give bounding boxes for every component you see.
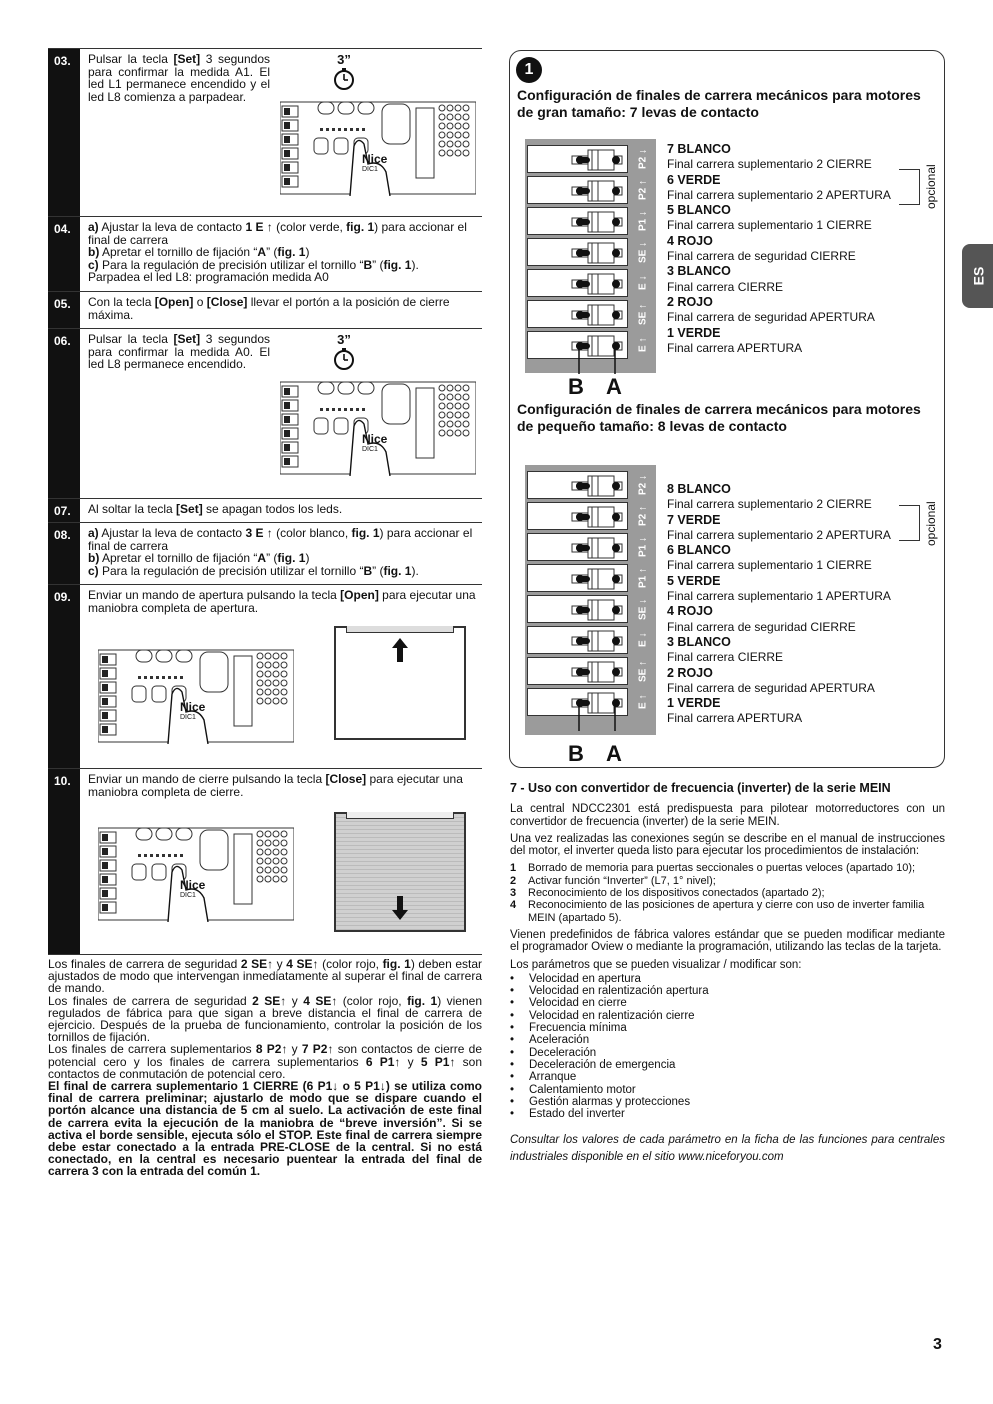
legend-desc: Final carrera de seguridad CIERRE: [667, 619, 856, 634]
list-item: • Estado del inverter: [510, 1108, 625, 1121]
step-text: Pulsar la tecla [Set] 3 segundos para confirmar la medida A0. El led L8 permanece encendido.: [88, 332, 271, 372]
cam-switch-group-8: [525, 465, 656, 735]
step-number: 03.: [48, 49, 80, 216]
step-line: a) Ajustar la leva de contacto 1 E ↑ (color verde, fig. 1) para accionar el final de carrera: [88, 220, 467, 247]
legend-title: 8 BLANCO: [667, 482, 731, 496]
board-brand: Nice: [362, 152, 388, 166]
page-number: 3: [933, 1336, 942, 1353]
legend-desc: Final carrera suplementario 1 APERTURA: [667, 589, 891, 604]
step-line: a) Ajustar la leva de contacto 3 E ↑ (color blanco, fig. 1) para accionar el final de carrera: [88, 526, 473, 553]
timer-label: 3”: [337, 52, 351, 67]
timer-label: 3”: [337, 332, 351, 347]
step-number: 08.: [48, 523, 80, 584]
list-item: 3 Reconocimiento de los dispositivos conectados (apartado 2);: [510, 887, 825, 900]
legend-desc: Final carrera CIERRE: [667, 279, 784, 294]
section-7: [510, 782, 945, 1171]
cam-switch-label: SE ↑: [637, 303, 649, 325]
legend-desc: Final carrera suplementario 2 CIERRE: [667, 157, 872, 172]
section-title: 7 - Uso con convertidor de frecuencia (inverter) de la serie MEIN: [510, 781, 891, 795]
cam-legend-7: [667, 142, 891, 356]
optional-bracket: [899, 505, 920, 541]
paragraph: Vienen predefinidos de fábrica valores estándar que se pueden modificar mediante el programador Oview o mediante la programación, utilizando las teclas de la tarjeta.: [510, 928, 945, 954]
cam-switch-label: E ↓: [637, 632, 649, 648]
legend-desc: Final carrera de seguridad CIERRE: [667, 249, 856, 264]
control-board-illustration: [98, 648, 294, 749]
paragraph: La central NDCC2301 está predispuesta para pilotear motorreductores con un convertidor de frecuencia (inverter) de la serie MEIN.: [510, 803, 945, 828]
label-a: A: [606, 374, 622, 399]
optional-label: opcional: [924, 164, 938, 209]
list-item: • Velocidad en ralentización cierre: [510, 1009, 695, 1022]
cam-switch-label: P2 ↑: [637, 180, 649, 201]
legend-title: 5 VERDE: [667, 573, 721, 588]
step-line: c) Para la regulación de precisión utilizar el tornillo “B” (fig. 1).: [88, 257, 419, 272]
cam-switch-label: SE ↓: [637, 598, 649, 620]
list-item: • Aceleración: [510, 1034, 590, 1047]
footer-note: Consultar los valores de cada parámetro en la ficha de las funciones para centrales industriales disponible en el sitio www.niceforyou.com: [510, 1134, 945, 1164]
timer-3s-icon: [326, 52, 362, 91]
board-model: DIC1: [362, 166, 378, 173]
step-text: Enviar un mando de cierre pulsando la tecla [Close] para ejecutar una maniobra completa de cierre.: [88, 772, 463, 799]
note-paragraph: Los finales de carrera de seguridad 2 SE↑ y 4 SE↑ (color rojo, fig. 1) deben estar ajustados de modo que intervengan inmediatamente al superar el final de carrera de mando.: [48, 957, 482, 996]
cam-switch-label: P1 ↓: [637, 211, 649, 232]
legend-desc: Final carrera de seguridad APERTURA: [667, 680, 875, 695]
cam-switch-label: E ↑: [637, 694, 649, 710]
list-item: • Frecuencia mínima: [510, 1022, 627, 1035]
label-a: A: [606, 741, 622, 766]
paragraph: Los parámetros que se pueden visualizar / modificar son:: [510, 958, 802, 971]
legend-title: 4 ROJO: [667, 604, 713, 619]
control-board-illustration: [98, 826, 294, 927]
figure-1-panel: [509, 50, 945, 768]
legend-title: 5 BLANCO: [667, 203, 731, 218]
list-item: 4 Reconocimiento de las posiciones de apertura y cierre con uso de inverter familia MEIN (apartado 5).: [510, 899, 925, 924]
step-text: Enviar un mando de apertura pulsando la tecla [Open] para ejecutar una maniobra completa de apertura.: [88, 588, 476, 615]
adjustment-lines: [525, 139, 656, 374]
cam-switch-label: E ↑: [637, 337, 649, 353]
legend-title: 3 BLANCO: [667, 264, 731, 279]
figure-number: 1: [516, 57, 542, 83]
cam-switch-label: P2 ↓: [637, 149, 649, 170]
list-item: • Deceleración de emergencia: [510, 1058, 676, 1071]
figure-title-large: Configuración de finales de carrera mecánicos para motores de gran tamaño: 7 levas de contacto: [517, 87, 921, 120]
legend-desc: Final carrera suplementario 2 CIERRE: [667, 497, 872, 512]
legend-title: 7 BLANCO: [667, 142, 731, 156]
legend-title: 7 VERDE: [667, 512, 721, 527]
cam-switch-label: P1 ↓: [637, 537, 649, 558]
step-number: 07.: [48, 499, 80, 522]
board-brand: Nice: [362, 432, 388, 446]
label-b: B: [568, 741, 584, 766]
step-text: [80, 217, 482, 291]
arrow-down-icon: [392, 896, 408, 920]
legend-desc: Final carrera suplementario 1 CIERRE: [667, 218, 872, 233]
optional-bracket: [899, 169, 920, 205]
legend-title: 6 BLANCO: [667, 543, 731, 558]
step-number: 10.: [48, 769, 80, 954]
legend-title: 3 BLANCO: [667, 634, 731, 649]
paragraph: Una vez realizadas las conexiones según se describe en el manual de instrucciones del motor, el inverter queda listo para ejecutar los procedimientos de instalación:: [510, 832, 945, 858]
list-item: 2 Activar función “Inverter” (L7, 1° nivel);: [510, 874, 716, 887]
control-board-illustration: [280, 380, 476, 481]
limit-switch-notes: [48, 958, 482, 1178]
cam-switch-label: SE ↑: [637, 660, 649, 682]
step-08: [48, 523, 482, 585]
legend-title: 6 VERDE: [667, 172, 721, 187]
legend-desc: Final carrera CIERRE: [667, 650, 784, 665]
list-item: • Calentamiento motor: [510, 1083, 636, 1096]
step-04: [48, 217, 482, 292]
legend-title: 1 VERDE: [667, 325, 721, 340]
list-item: • Velocidad en apertura: [510, 972, 641, 985]
door-open-illustration: [334, 626, 466, 740]
note-paragraph: Los finales de carrera de seguridad 2 SE↑ y 4 SE↑ (color rojo, fig. 1) vienen regulados de fábrica para que sigan a breve distancia el final de carrera de ejercicio. Después de la prueba de funcionamiento, controlar la posición de los tornillos de fijación.: [48, 993, 482, 1045]
legend-title: 2 ROJO: [667, 294, 713, 309]
step-number: 09.: [48, 585, 80, 768]
legend-title: 2 ROJO: [667, 665, 713, 680]
board-brand: Nice: [180, 878, 206, 892]
legend-desc: Final carrera suplementario 2 APERTURA: [667, 187, 891, 202]
cam-switch-label: SE ↓: [637, 241, 649, 263]
note-paragraph: El final de carrera suplementario 1 CIERRE (6 P1↓ o 5 P1↓) se utiliza como final de carrera preliminar; ajustarlo de modo que se dispare cuando el portón alcance una distancia de 5 cm al suelo. La activación de este final de carrera evita la ejecución de la maniobra de “breve inversión”. Si se activa el borde sensible, ejecuta sólo el STOP. Este final de carrera siempre debe estar conectado a la entrada PRE-CLOSE de la central. Si no está conectado, en la central es necesario puentear la entrada del final de carrera 3 con la entrada del común 1.: [48, 1079, 482, 1179]
door-closed-illustration: [334, 812, 466, 932]
step-line: b) Apretar el tornillo de fijación “A” (fig. 1): [88, 551, 310, 566]
step-text: [80, 523, 482, 584]
legend-desc: Final carrera suplementario 2 APERTURA: [667, 527, 891, 542]
list-item: 1 Borrado de memoria para puertas seccionales o puertas veloces (apartado 10);: [510, 862, 916, 875]
legend-desc: Final carrera suplementario 1 CIERRE: [667, 558, 872, 573]
cam-legend-8: [667, 482, 891, 727]
list-item: • Velocidad en ralentización apertura: [510, 985, 709, 998]
adjustment-lines: [525, 465, 656, 731]
label-b: B: [568, 374, 584, 399]
list-item: • Velocidad en cierre: [510, 997, 627, 1010]
installation-steps-list: [510, 862, 945, 923]
cam-switch-label: P2 ↓: [637, 475, 649, 496]
cam-switch-group-7: [525, 139, 656, 373]
step-number: 06.: [48, 329, 80, 498]
step-line: b) Apretar el tornillo de fijación “A” (fig. 1): [88, 245, 310, 260]
note-paragraph: Los finales de carrera suplementarios 8 P2↑ y 7 P2↑ son contactos de cierre de potencial cero y los finales de carrera suplementarios 6 P1↑ y 5 P1↑ son contactos de conmutación de potencial cero.: [48, 1042, 483, 1081]
board-model: DIC1: [180, 892, 196, 899]
list-item: • Deceleración: [510, 1046, 597, 1059]
step-text: Con la tecla [Open] o [Close] llevar el portón a la posición de cierre máxima.: [88, 295, 450, 322]
legend-desc: Final carrera de seguridad APERTURA: [667, 310, 875, 325]
step-line: c) Para la regulación de precisión utilizar el tornillo “B” (fig. 1).: [88, 563, 419, 578]
legend-desc: Final carrera APERTURA: [667, 340, 803, 355]
timer-3s-icon: [326, 332, 362, 371]
parameters-list: [510, 973, 945, 1121]
legend-desc: Final carrera APERTURA: [667, 711, 803, 726]
step-number: 04.: [48, 217, 80, 291]
step-line: Parpadea el led L8: programación medida A0: [88, 270, 329, 285]
step-text: Pulsar la tecla [Set] 3 segundos para confirmar la medida A1. El led L1 permanece encendido y el led L8 comienza a parpadear.: [88, 52, 271, 104]
control-board-illustration: [280, 100, 476, 201]
step-07: [48, 499, 482, 523]
arrow-up-icon: [392, 638, 408, 662]
board-brand: Nice: [180, 700, 206, 714]
language-tab-label: ES: [970, 266, 987, 286]
step-text: Al soltar la tecla [Set] se apagan todos los leds.: [88, 502, 343, 516]
cam-switch-label: P1 ↑: [637, 568, 649, 589]
board-model: DIC1: [180, 714, 196, 721]
list-item: • Gestión alarmas y protecciones: [510, 1095, 691, 1108]
optional-label: opcional: [924, 501, 938, 546]
cam-switch-label: P2 ↑: [637, 506, 649, 527]
list-item: • Arranque: [510, 1071, 577, 1084]
legend-title: 4 ROJO: [667, 233, 713, 248]
legend-title: 1 VERDE: [667, 696, 721, 711]
board-model: DIC1: [362, 446, 378, 453]
language-tab[interactable]: [962, 244, 993, 308]
step-number: 05.: [48, 292, 80, 328]
step-05: [48, 292, 482, 329]
cam-switch-label: E ↓: [637, 275, 649, 291]
figure-title-small: Configuración de finales de carrera mecánicos para motores de pequeño tamaño: 8 levas de contacto: [517, 401, 921, 434]
